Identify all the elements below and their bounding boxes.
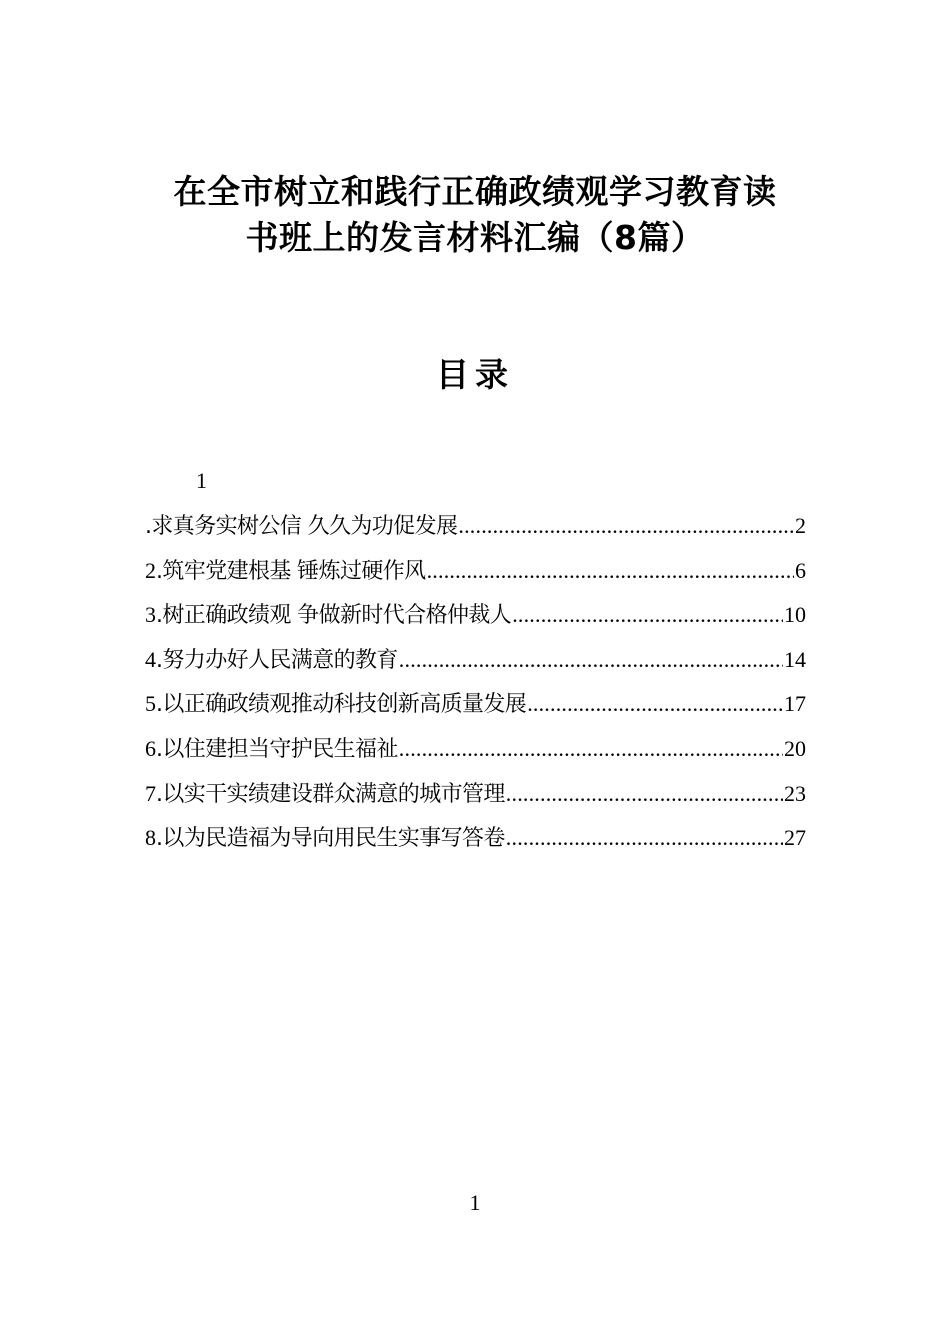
toc-entry-number: 1 xyxy=(196,468,207,493)
toc-dot-leader xyxy=(527,686,783,722)
toc-dot-leader xyxy=(458,508,794,544)
toc-entry[interactable] xyxy=(145,731,806,776)
toc-entry-number: 4 xyxy=(145,646,156,672)
page-number: 1 xyxy=(469,1190,481,1215)
toc-entry[interactable] xyxy=(145,508,806,553)
toc-entry-page: 14 xyxy=(784,646,806,672)
toc-entry-number: 7 xyxy=(145,780,156,806)
toc-heading: 目录 xyxy=(436,355,514,394)
toc-entry-number: 5 xyxy=(145,691,156,717)
toc-entry-number: 8 xyxy=(145,825,156,851)
toc-entry-page: 2 xyxy=(795,513,806,538)
toc-entry-title: .以实干实绩建设群众满意的城市管理 xyxy=(156,781,505,807)
document-title-line-1: 在全市树立和践行正确政绩观学习教育读 xyxy=(173,172,777,211)
toc-dot-leader xyxy=(427,553,794,589)
toc-dot-leader xyxy=(399,642,783,678)
toc-entry-page: 10 xyxy=(784,602,806,628)
toc-entry[interactable] xyxy=(145,597,806,642)
document-title-line-2: 书班上的发言材料汇编（8篇） xyxy=(245,218,705,257)
toc-entry-title: .以住建担当守护民生福祉 xyxy=(156,736,398,762)
toc-entry[interactable] xyxy=(145,553,806,598)
toc-entry[interactable] xyxy=(145,686,806,731)
toc-entry-page: 6 xyxy=(795,557,806,583)
toc-entry-number: 3 xyxy=(145,602,156,628)
toc-entry-title: .树正确政绩观 争做新时代合格仲裁人 xyxy=(156,603,512,629)
toc-entry-title: .筑牢党建根基 锤炼过硬作风 xyxy=(156,558,426,584)
toc-entry[interactable] xyxy=(145,776,806,821)
toc-entry-page: 20 xyxy=(784,735,806,761)
toc-entry-number: 2 xyxy=(145,557,156,583)
toc-entry-title: .以为民造福为导向用民生实事写答卷 xyxy=(156,826,505,852)
toc-entry-page: 23 xyxy=(784,780,806,806)
toc-entry-number: 6 xyxy=(145,735,156,761)
toc-entry-page: 17 xyxy=(784,691,806,717)
toc-entry-page: 27 xyxy=(784,825,806,851)
toc-dot-leader xyxy=(506,776,783,812)
toc-entry-title: .求真务实树公信 久久为功促发展 xyxy=(145,514,458,539)
table-of-contents xyxy=(145,508,806,865)
toc-entry[interactable] xyxy=(145,820,806,865)
toc-dot-leader xyxy=(399,731,783,767)
toc-dot-leader xyxy=(506,820,783,856)
toc-entry-title: .努力办好人民满意的教育 xyxy=(156,647,398,673)
toc-dot-leader xyxy=(512,597,783,633)
toc-entry[interactable] xyxy=(145,642,806,687)
toc-entry-title: .以正确政绩观推动科技创新高质量发展 xyxy=(156,692,527,718)
